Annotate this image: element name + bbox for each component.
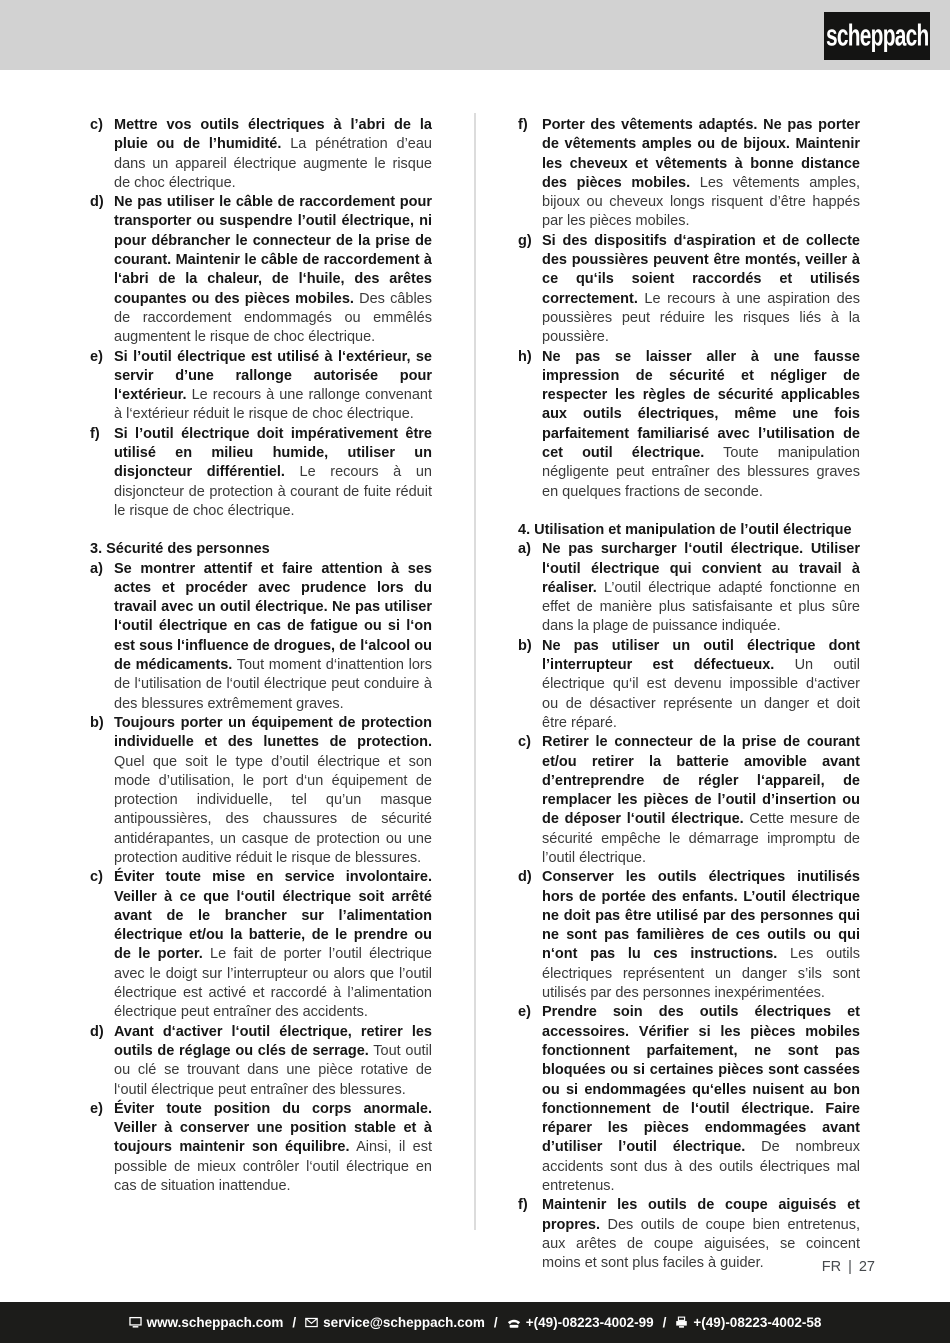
page-number-separator: |	[848, 1259, 852, 1275]
item-text: Si l’outil électrique doit impérativement être utilisé en milieu humide, utiliser un disjoncteur différentiel. Le recours à un disjoncteur de protection à courant de fuite réduit le risque de choc électrique.	[114, 425, 432, 519]
item-label: h)	[518, 348, 532, 365]
list-item	[90, 868, 432, 1022]
item-label: c)	[90, 117, 103, 133]
list-item	[90, 193, 432, 347]
item-text: Si des dispositifs d‘aspiration et de collecte des poussières peuvent être montés, veiller à ce qu‘ils soient raccordés et utilisés correctement. Le recours à une aspiration des poussières peut réduire les risques liés à la poussière.	[542, 232, 860, 346]
list-item	[518, 1003, 860, 1196]
item-text: Porter des vêtements adaptés. Ne pas porter de vêtements amples ou de bijoux. Maintenir les cheveux et vêtements à bonne distance des pièces mobiles. Les vêtements amples, bijoux ou cheveux longs risquent d’être happés par les pièces mobiles.	[542, 117, 860, 230]
list-item	[90, 348, 432, 425]
item-text: Éviter toute position du corps anormale. Veiller à conserver une position stable et à toujours maintenir son équilibre. Ainsi, il est possible de mieux contrôler l‘outil électrique en cas de situation inattendue.	[114, 1100, 432, 1195]
item-label: f)	[518, 1197, 528, 1214]
item-label: a)	[518, 541, 531, 558]
item-label: c)	[90, 869, 103, 886]
item-text: Toujours porter un équipement de protection individuelle et des lunettes de protection. Quel que soit le type d’outil électrique et son mode d’utilisation, le port d‘un équipement de protection individuelle, tel qu’un masque antipoussières, des chaussures de sécurité antidérapantes, un casque de protection ou une protection auditive réduit le risque de blessures.	[114, 714, 432, 866]
item-label: c)	[518, 734, 531, 751]
item-text: Avant d‘activer l‘outil électrique, retirer les outils de réglage ou clés de serrage. Tout outil ou clé se trouvant dans une pièce rotative de l‘outil électrique peut entraîner des blessures.	[114, 1023, 432, 1098]
item-label: d)	[90, 194, 104, 211]
list-item	[518, 232, 860, 348]
list-item	[518, 348, 860, 502]
footer-phone: +(49)-08223-4002-99	[507, 1315, 654, 1330]
footer-email: service@scheppach.com	[305, 1315, 485, 1330]
page-number	[822, 1259, 875, 1275]
item-label: b)	[90, 714, 104, 731]
item-text: Ne pas se laisser aller à une fausse impression de sécurité et négliger de respecter les règles de sécurité applicables aux outils électriques, même une fois parfaitement familiarisé avec l’utilisation de cet outil électrique. Toute manipulation négligente peut entraîner des blessures graves en quelques fractions de seconde.	[542, 348, 860, 500]
footer-fax: +(49)-08223-4002-58	[675, 1315, 821, 1330]
footer-website: www.scheppach.com	[129, 1315, 284, 1330]
page-language: FR	[821, 1259, 842, 1275]
item-label: e)	[90, 1100, 103, 1117]
list-item	[90, 1100, 432, 1196]
list-item	[90, 116, 432, 193]
item-text: Retirer le connecteur de la prise de courant et/ou retirer la batterie amovible avant d’entreprendre de régler l‘appareil, de remplacer les pièces de l’outil d’insertion ou de déposer l‘outil électrique. Cette mesure de sécurité empêche le démarrage impromptu de l’outil électrique.	[542, 734, 860, 866]
header-band	[0, 0, 950, 70]
item-text: Ne pas surcharger l‘outil électrique. Utiliser l‘outil électrique qui convient au travail à réaliser. L’outil électrique adapté fonctionne en effet de manière plus satisfaisante et plus sûre dans la plage de puissance indiquée.	[542, 541, 860, 635]
list-item	[518, 116, 860, 232]
email-icon	[305, 1316, 318, 1329]
section-heading: 4. Utilisation et manipulation de l’outil électrique	[518, 521, 852, 538]
list-item	[90, 1023, 432, 1100]
section-heading: 3. Sécurité des personnes	[90, 541, 270, 558]
item-label: a)	[90, 560, 103, 577]
item-text: Si l’outil électrique est utilisé à l‘extérieur, se servir d’une rallonge autorisée pour l‘extérieur. Le recours à une rallonge convenant à l‘extérieur réduit le risque de choc électrique.	[114, 348, 432, 423]
item-text: Se montrer attentif et faire attention à ses actes et procéder avec prudence lors du travail avec un outil électrique. Ne pas utiliser l‘outil électrique en cas de fatigue ou si l‘on est sous l‘influence de drogues, de l‘alcool ou de médicaments. Tout moment d‘inattention lors de l‘utilisation de l‘outil électrique peut conduire à des blessures extrêmement graves.	[114, 560, 432, 712]
footer-contact-bar	[0, 1302, 950, 1343]
item-text: Maintenir les outils de coupe aiguisés et propres. Des outils de coupe bien entretenus, aux arêtes de coupe aiguisées, se coincent moins et sont plus faciles à guider.	[542, 1197, 860, 1272]
item-text: Ne pas utiliser le câble de raccordement pour transporter ou suspendre l’outil électrique, ni pour débrancher le connecteur de la prise de courant. Maintenir le câble de raccordement à l‘abri de la chaleur, de l‘huile, des arêtes coupantes ou des pièces mobiles. Des câbles de raccordement endommagés ou emmêlés augmentent le risque de choc électrique.	[114, 194, 432, 346]
fax-icon	[675, 1316, 688, 1329]
list-item	[518, 1196, 860, 1273]
column-divider	[474, 113, 476, 1230]
item-label: b)	[518, 637, 532, 654]
item-text: Conserver les outils électriques inutilisés hors de portée des enfants. L’outil électrique ne doit pas être utilisé par des personnes qui ne sont pas familières de ces outils ou qui n‘ont pas lu ces instructions. Les outils électriques représentent un danger s’ils sont utilisés par des personnes inexpérimentées.	[542, 869, 860, 1002]
left-column	[90, 116, 432, 1196]
list-item	[90, 560, 432, 714]
item-label: g)	[518, 232, 532, 249]
footer-separator: /	[493, 1315, 498, 1330]
list-item	[518, 637, 860, 733]
item-label: e)	[518, 1004, 531, 1021]
computer-icon	[129, 1316, 142, 1329]
phone-icon	[507, 1316, 521, 1330]
item-text: Mettre vos outils électriques à l’abri de la pluie ou de l’humidité. La pénétration d’eau dans un appareil électrique augmente le risque de choc électrique.	[114, 117, 432, 191]
footer-separator: /	[292, 1315, 297, 1330]
item-label: f)	[90, 425, 100, 442]
page-number-value: 27	[858, 1259, 875, 1275]
logo-text: scheppach	[825, 18, 929, 53]
item-text: Éviter toute mise en service involontaire. Veiller à ce que l‘outil électrique soit arrêté avant de le brancher sur l’alimentation électrique et/ou la batterie, de le prendre ou de le porter. Le fait de porter l’outil électrique avec le doigt sur l’interrupteur ou alors que l’outil électrique est activé et raccordé à l’alimentation électrique peut entraîner des accidents.	[114, 869, 432, 1021]
footer-separator: /	[662, 1315, 667, 1330]
item-label: d)	[90, 1023, 104, 1040]
list-item	[518, 868, 860, 1003]
right-column	[518, 116, 860, 1274]
item-text: Ne pas utiliser un outil électrique dont l’interrupteur est défectueux. Un outil électrique qu‘il est devenu impossible d‘activer ou de désactiver représente un danger et doit être réparé.	[542, 637, 860, 731]
scheppach-logo	[824, 12, 930, 60]
list-item	[518, 733, 860, 868]
item-label: e)	[90, 348, 103, 365]
list-item	[90, 714, 432, 868]
list-item	[90, 425, 432, 521]
list-item	[518, 540, 860, 636]
item-label: d)	[518, 869, 532, 886]
item-label: f)	[518, 117, 528, 133]
item-text: Prendre soin des outils électriques et accessoires. Vérifier si les pièces mobiles fonctionnent parfaitement, ne sont pas bloquées ou si certaines pièces sont cassées ou si endommagées qu‘elles nuisent au bon fonctionnement de l‘outil électrique. Faire réparer les pièces endommagées avant d’utiliser l’outil électrique. De nombreux accidents sont dus à des outils électriques mal entretenus.	[542, 1004, 860, 1195]
